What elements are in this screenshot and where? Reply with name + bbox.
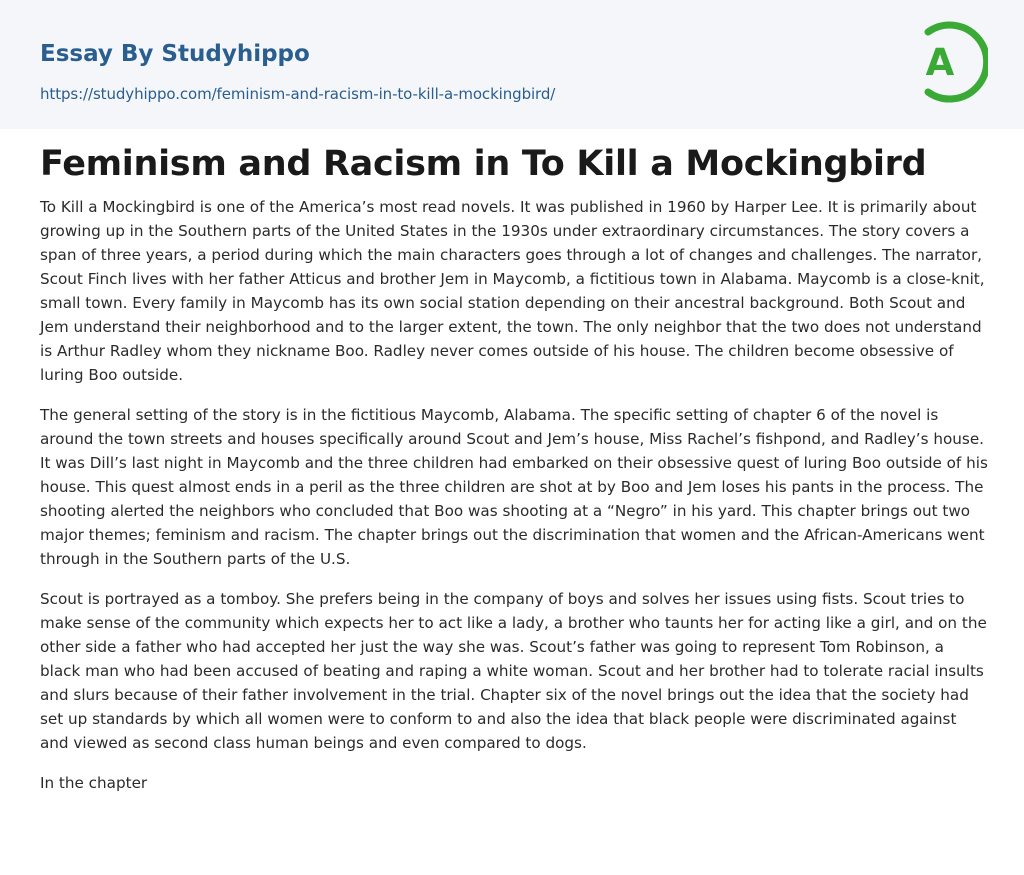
paragraph: Scout is portrayed as a tomboy. She prefers being in the company of boys and solves her issues using fists. Scout tries to make sense of the community which expects her to act like a lady, a brother who taunts her for acting like a girl, and on the other side a father who had accepted her just the way she was. Scout’s father was going to represent Tom Robinson, a black man who had been accused of beating and raping a white woman. Scout and her brother had to tolerate racial insults and slurs because of their father involvement in the trial. Chapter six of the novel brings out the idea that the society had set up standards by which all women were to conform to and also the idea that black people were discriminated against and viewed as second class human beings and even compared to dogs. bbox=[40, 590, 987, 752]
brand-title[interactable]: Essay By Studyhippo bbox=[40, 41, 310, 67]
logo-letter: A bbox=[925, 41, 955, 84]
source-url-link[interactable]: https://studyhippo.com/feminism-and-racism-in-to-kill-a-mockingbird/ bbox=[40, 85, 556, 103]
article-body bbox=[40, 195, 988, 811]
paragraph: The general setting of the story is in the fictitious Maycomb, Alabama. The specific setting of chapter 6 of the novel is around the town streets and houses specifically around Scout and Jem’s house, Miss Rachel’s fishpond, and Radley’s house. It was Dill’s last night in Maycomb and the three children had embarked on their obsessive quest of luring Boo outside of his house. This quest almost ends in a peril as the three children are shot at by Boo and Jem loses his pants in the process. The shooting alerted the neighbors who concluded that Boo was shooting at a “Negro” in his yard. This chapter brings out two major themes; feminism and racism. The chapter brings out the discrimination that women and the African-Americans went through in the Southern parts of the U.S. bbox=[40, 406, 988, 568]
studyhippo-logo-icon[interactable] bbox=[904, 18, 988, 106]
paragraph: In the chapter bbox=[40, 774, 148, 792]
paragraph: To Kill a Mockingbird is one of the America’s most read novels. It was published in 1960 by Harper Lee. It is primarily about growing up in the Southern parts of the United States in the 1930s under extraordinary circumstances. The story covers a span of three years, a period during which the main characters goes through a lot of changes and challenges. The narrator, Scout Finch lives with her father Atticus and brother Jem in Maycomb, a fictitious town in Alabama. Maycomb is a close-knit, small town. Every family in Maycomb has its own social station depending on their ancestral background. Both Scout and Jem understand their neighborhood and to the larger extent, the town. The only neighbor that the two does not understand is Arthur Radley whom they nickname Boo. Radley never comes outside of his house. The children become obsessive of luring Boo outside. bbox=[40, 198, 985, 384]
site-header bbox=[0, 0, 1024, 129]
page-title: Feminism and Racism in To Kill a Mockingbird bbox=[40, 144, 927, 184]
